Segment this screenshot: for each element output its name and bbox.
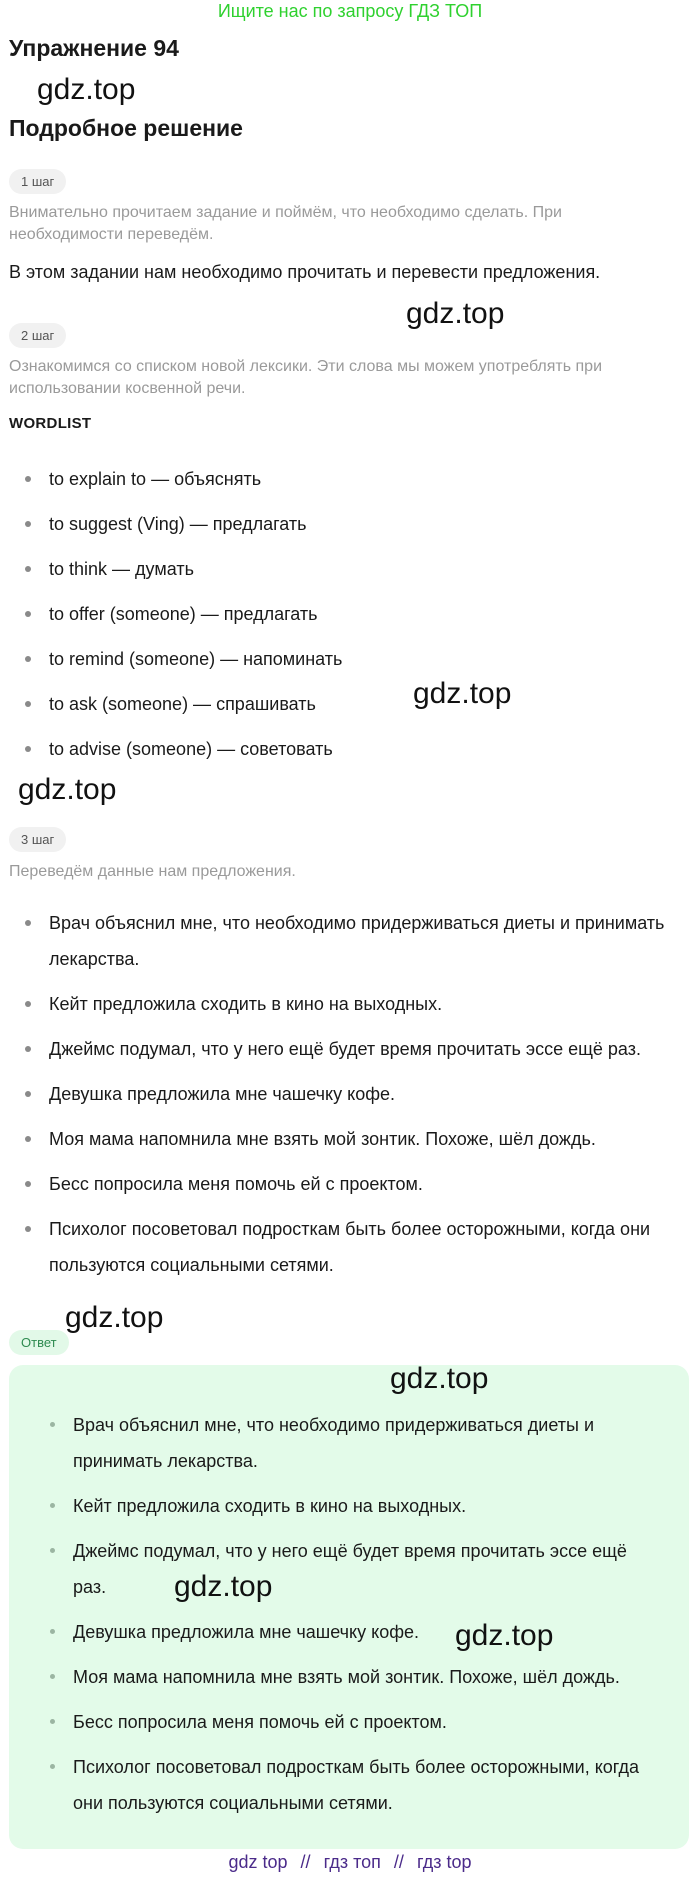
wordlist-heading: WORDLIST [9, 415, 92, 432]
wordlist-item: to advise (someone) — советовать [0, 734, 690, 779]
step-3-hint: Переведём данные нам предложения. [9, 863, 296, 880]
search-banner: Ищите нас по запросу ГДЗ ТОП [217, 1, 483, 21]
footer-link-gdz-top[interactable]: gdz top [228, 1852, 288, 1872]
translation-item: Джеймс подумал, что у него ещё будет время прочитать эссе ещё раз. [0, 1031, 690, 1067]
wordlist-item: to think — думать [0, 554, 690, 599]
page-title: Упражнение 94 [9, 35, 179, 61]
translation-item: Моя мама напомнила мне взять мой зонтик. Похоже, шёл дождь. [0, 1121, 690, 1157]
solution-heading: Подробное решение [9, 115, 243, 141]
watermark: gdz.top [390, 1362, 489, 1395]
footer-link-gdz-top-mixed[interactable]: гдз top [416, 1852, 472, 1872]
answer-item: Кейт предложила сходить в кино на выходных. [9, 1488, 689, 1524]
watermark: gdz.top [406, 297, 505, 330]
translation-list [0, 905, 690, 1292]
step-1-badge: 1 шаг [9, 169, 66, 194]
wordlist-item: to suggest (Ving) — предлагать [0, 509, 690, 554]
answer-item: Врач объяснил мне, что необходимо придерживаться диеты и принимать лекарства. [9, 1407, 689, 1479]
watermark: gdz.top [37, 73, 136, 106]
answer-badge: Ответ [9, 1330, 69, 1355]
translation-item: Бесс попросила меня помочь ей с проектом. [0, 1166, 690, 1202]
footer-links [0, 1850, 700, 1874]
translation-item: Врач объяснил мне, что необходимо придерживаться диеты и принимать лекарства. [0, 905, 690, 977]
translation-item: Девушка предложила мне чашечку кофе. [0, 1076, 690, 1112]
answer-item: Джеймс подумал, что у него ещё будет время прочитать эссе ещё раз. [9, 1533, 689, 1605]
wordlist-item: to explain to — объяснять [0, 464, 690, 509]
footer-link-gdz-top-ru[interactable]: гдз топ [323, 1852, 381, 1872]
step-3-badge: 3 шаг [9, 827, 66, 852]
watermark: gdz.top [174, 1570, 273, 1603]
footer-separator: // [300, 1852, 311, 1872]
answer-box [9, 1365, 689, 1849]
footer-separator: // [393, 1852, 404, 1872]
wordlist-item: to offer (someone) — предлагать [0, 599, 690, 644]
watermark: gdz.top [18, 773, 117, 806]
answer-list [9, 1407, 689, 1830]
answer-item: Моя мама напомнила мне взять мой зонтик. Похоже, шёл дождь. [9, 1659, 689, 1695]
answer-item: Психолог посоветовал подросткам быть более осторожными, когда они пользуются социальными сетями. [9, 1749, 689, 1821]
step-2-hint: Ознакомимся со списком новой лексики. Эти слова мы можем употреблять при использовании косвенной речи. [9, 358, 603, 397]
wordlist [0, 464, 690, 779]
wordlist-item: to remind (someone) — напоминать [0, 644, 690, 689]
watermark: gdz.top [413, 677, 512, 710]
translation-item: Психолог посоветовал подросткам быть более осторожными, когда они пользуются социальными сетями. [0, 1211, 690, 1283]
watermark: gdz.top [65, 1301, 164, 1334]
step-1-hint: Внимательно прочитаем задание и поймём, что необходимо сделать. При необходимости переведём. [9, 204, 562, 243]
answer-item: Девушка предложила мне чашечку кофе. [9, 1614, 689, 1650]
step-1-text: В этом задании нам необходимо прочитать и перевести предложения. [9, 262, 601, 282]
step-2-badge: 2 шаг [9, 323, 66, 348]
wordlist-item: to ask (someone) — спрашивать [0, 689, 690, 734]
translation-item: Кейт предложила сходить в кино на выходных. [0, 986, 690, 1022]
answer-item: Бесс попросила меня помочь ей с проектом. [9, 1704, 689, 1740]
watermark: gdz.top [455, 1619, 554, 1652]
